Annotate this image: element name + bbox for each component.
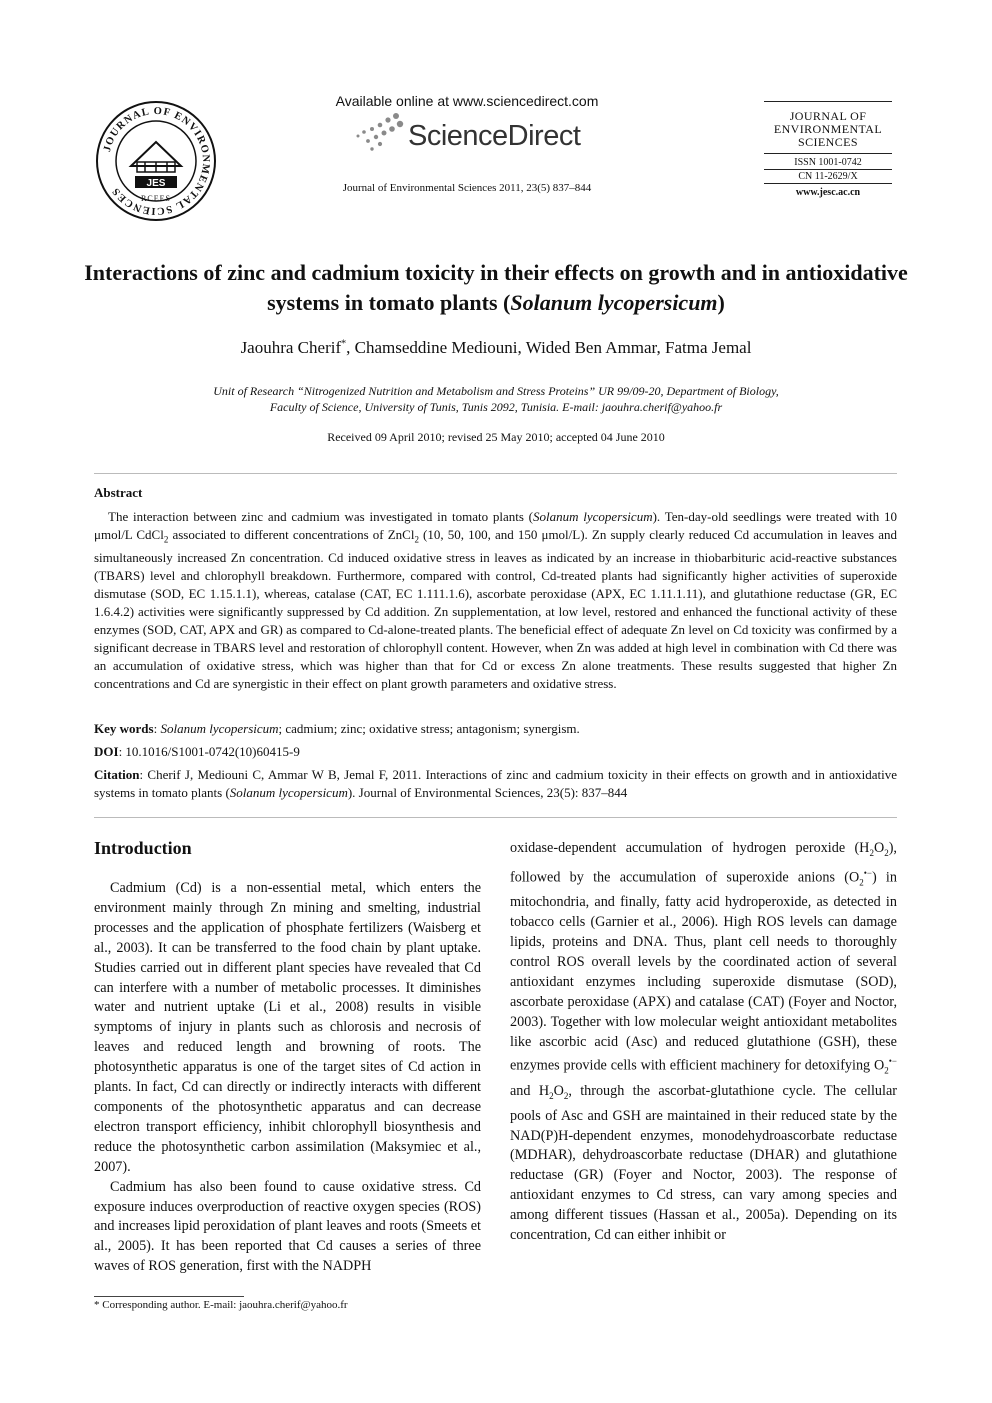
keywords: Key words: Solanum lycopersicum; cadmium; zinc; oxidative stress; antagonism; synergism. (94, 721, 580, 736)
journal-info-box (764, 101, 892, 201)
affiliation (120, 383, 872, 415)
journal-cn: CN 11-2629/X (798, 171, 858, 182)
author-first: Jaouhra Cherif (240, 338, 342, 357)
citation-label: Citation (94, 767, 140, 782)
paragraph: Cadmium (Cd) is a non-essential metal, which enters the environment mainly through Zn mining and smelting, industrial processes and the application of phosphate fertilizers (Waisberg et al., 2003). It can be transferred to the food chain by plant uptake. Studies carried out in different plant species have revealed that Cd can interfere with a number of metabolic processes. It diminishes water and nutrient uptake (Li et al., 2008) results in visible symptoms of injury in plants such as chlorosis and necrosis of leaves and reduced length and browning of roots. The photosynthetic apparatus is one of the target sites of Cd action in plants. In fact, Cd can directly or indirectly interacts with different components of the photosynthetic apparatus and can decrease electron transport efficiency, inhibit chlorophyll biosynthesis and reduce the photosynthetic carbon assimilation (Maksymiec et al., 2007). (94, 880, 481, 1175)
keywords-label: Key words (94, 721, 154, 736)
abstract-heading: Abstract (94, 485, 143, 500)
column-right (510, 839, 897, 1246)
column-left (94, 879, 481, 1277)
journal-box-line2: ENVIRONMENTAL (773, 122, 883, 136)
paragraph: Cadmium has also been found to cause oxidative stress. Cd exposure induces overproduction of reactive oxygen species (ROS) and increases lipid peroxidation of plant leaves and roots (Smeets et al., 2005). It has been reported that Cd causes a series of three waves of ROS generation, first with the NADPH (94, 1178, 481, 1275)
citation: Citation: Cherif J, Mediouni C, Ammar W B, Jemal F, 2011. Interactions of zinc and cadmium toxicity in their effects on growth and in antioxidative systems in tomato plants (Solanum lycopersicum). Journal of Environmental Sciences, 23(5): 837–844 (94, 767, 897, 800)
doi (94, 743, 897, 761)
available-online-text: Available online at www.sciencedirect.com (335, 93, 599, 109)
sciencedirect-wordmark: ScienceDirect (408, 120, 581, 152)
title-species: Solanum lycopersicum (510, 290, 718, 315)
article-title (80, 258, 912, 318)
divider (94, 817, 897, 818)
journal-reference: Journal of Environmental Sciences 2011, 23(5) 837–844 (342, 182, 592, 194)
section-heading-introduction: Introduction (94, 838, 192, 858)
abstract-body: The interaction between zinc and cadmium was investigated in tomato plants (Solanum lycopersicum). Ten-day-old seedlings were treated with 10 μmol/L CdCl$_2$ associated to different concentrations of ZnCl$_2$ (10, 50, 100, and 150 μmol/L). Zn supply clearly reduced Cd accumulation in leaves and simultaneously increased Zn concentration. Cd induced oxidative stress in leaves as indicated by an increase in thiobarbituric acid-reactive substances (TBARS) level and chlorophyll breakdown. Furthermore, compared with control, Cd-treated plants had significantly higher activities of superoxide dismutase (SOD, EC 1.15.1.1), whereas, catalase (CAT, EC 1.111.1.6), ascorbate peroxidase (APX, EC 1.11.1.11), and glutathione reductase (GR, EC 1.6.4.2) activities were significantly suppressed by Cd addition. Zn supplementation, at low level, restored and enhanced the functional activity of these enzymes (SOD, CAT, APX and GR) as compared to Cd-alone-treated plants. The beneficial effect of adequate Zn level on Cd toxicity was confirmed by a significant decrease in TBARS level and restoration of chlorophyll content. However, when Zn was added at high level in combination with Cd there was an accumulation of oxidative stress, which was higher than that for Cd or excess Zn alone treatments. These results suggested that higher Zn concentrations and Cd are synergistic in their effect on plant growth parameters and oxidative stress. (94, 509, 898, 691)
footnote-divider (94, 1296, 244, 1297)
seal-ring-text: JOURNAL OF ENVIRONMENTAL SCIENCES (101, 105, 212, 217)
journal-box-line3: SCIENCES (798, 135, 858, 149)
corresponding-mark: * (341, 338, 347, 350)
journal-box-line1: JOURNAL OF (789, 109, 867, 123)
doi-label: DOI (94, 744, 119, 759)
affiliation-line-1: Unit of Research “Nitrogenized Nutrition and Metabolism and Stress Proteins” UR 99/09-20, Department of Biology, (213, 384, 779, 398)
seal-bottom-text: RCEES (141, 194, 171, 203)
article-dates: Received 09 April 2010; revised 25 May 2010; accepted 04 June 2010 (327, 430, 665, 444)
divider (94, 473, 897, 474)
journal-seal-logo (95, 100, 217, 222)
journal-website-link[interactable]: www.jesc.ac.cn (795, 187, 861, 198)
affiliation-line-2: Faculty of Science, University of Tunis, Tunis 2092, Tunisia. E-mail: jaouhra.cherif@yahoo.fr (269, 400, 723, 414)
seal-badge-text: JES (146, 178, 166, 189)
journal-issn: ISSN 1001-0742 (794, 157, 862, 168)
title-text: Interactions of zinc and cadmium toxicity in their effects on growth and in antioxidative systems in tomato plants ( (84, 260, 908, 315)
title-text-end: ) (717, 290, 725, 315)
author-list (80, 338, 912, 358)
sciencedirect-dots-icon (352, 112, 408, 154)
paragraph-continued: oxidase-dependent accumulation of hydrogen peroxide $(H_2O_2)$, followed by the accumulation of superoxide anions $(O_2^{•-})$ in mitochondria, and finally, fatty acid hydroperoxide, as detected in tobacco cells (Garnier et al., 2006). High ROS levels can damage lipids, proteins and DNA. Thus, plant cell needs to thoroughly control ROS overall levels by the coordinated action of several antioxidant enzymes including superoxide dismutase (SOD), ascorbate peroxidase (APX) and catalase (CAT) (Foyer and Noctor, 2003). Together with low molecular weight antioxidant metabolites like ascorbic acid (Asc) and reduced glutathione (GSH), these enzymes provide cells with efficient machinery for detoxifying $O_2^{•-}$ and $H_2O_2$, through the ascorbat-glutathione cycle. The cellular pools of Asc and GSH are maintained in their reduced state by the NAD(P)H-dependent enzymes, monodehydroascorbate reductase (MDHAR), dehydroascorbate reductase (DHAR) and glutathione reductase (GR) (Foyer and Noctor, 2003). The response of antioxidant enzymes to Cd stress, can vary among species and among different tissues (Hassan et al., 2005a). Depending on its concentration, Cd can either inhibit or (510, 840, 897, 1244)
doi-link[interactable]: : 10.1016/S1001-0742(10)60415-9 (118, 744, 300, 759)
author-others: , Chamseddine Mediouni, Wided Ben Ammar, Fatma Jemal (346, 338, 752, 357)
footnote: * Corresponding author. E-mail: jaouhra.cherif@yahoo.fr (94, 1299, 348, 1311)
